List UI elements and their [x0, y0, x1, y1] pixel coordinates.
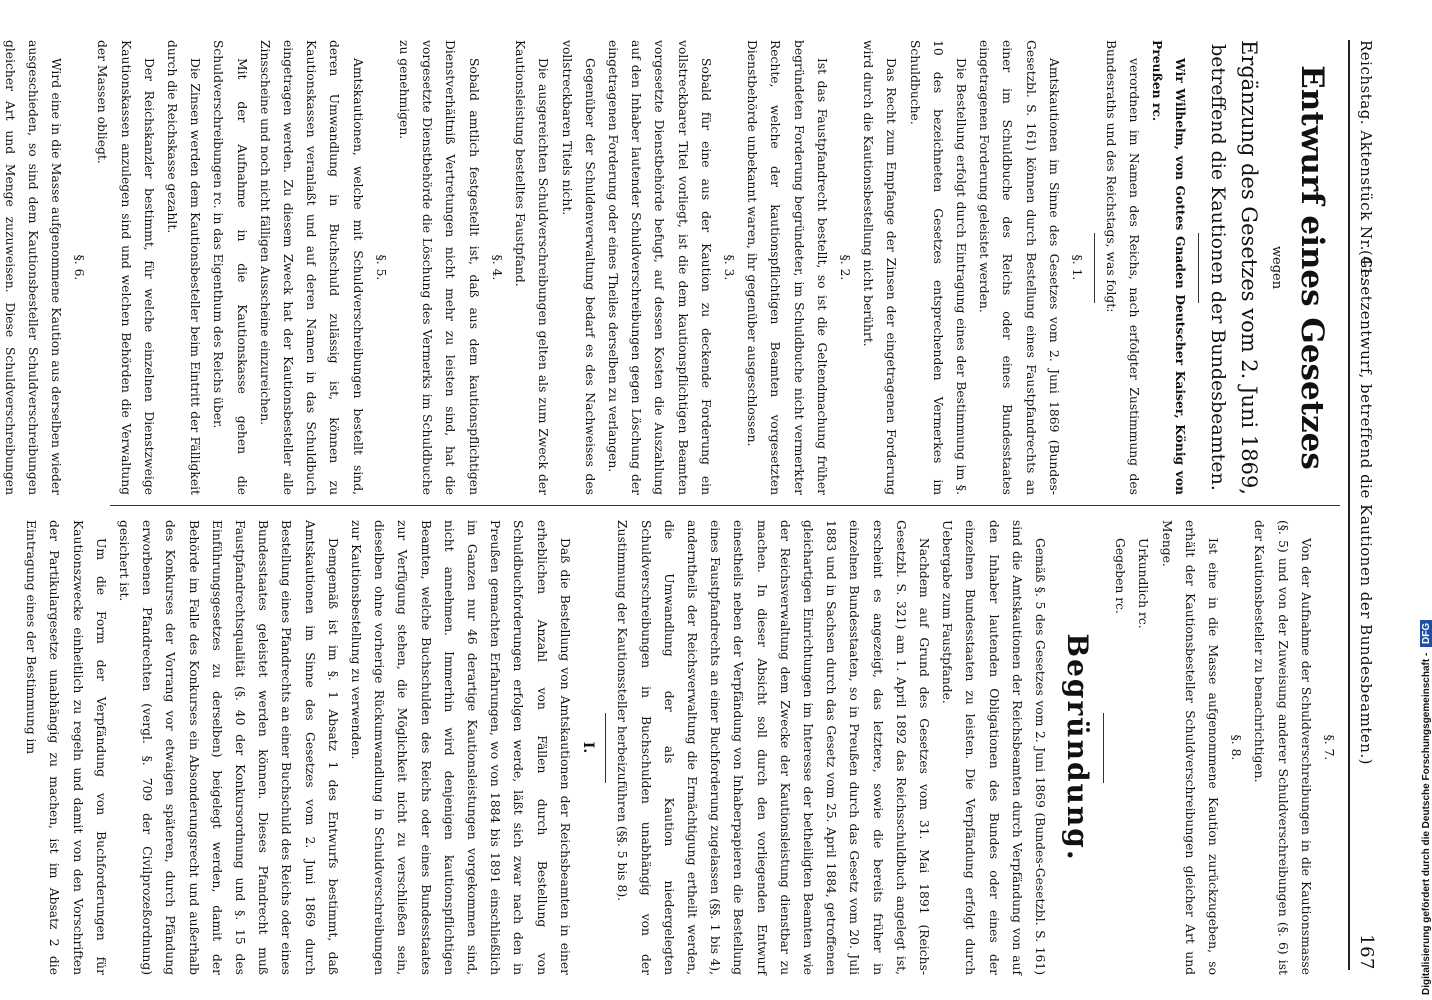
dfg-logo: DFG: [1420, 620, 1432, 647]
paragraph: Gegenüber der Schuldenverwaltung bedarf es des Nachweises des vollstreckbaren Titels nicht.: [559, 40, 597, 495]
paragraph: Demgemäß ist im §. 1 Absatz 1 des Entwurfs bestimmt, daß Amtskautionen im Sinne des Gesetzes vom 2. Juni 1869 durch Bestellung eines Pfandrechts an einer Buchschuld des Reichs oder eines Bundesstaates geleistet werden können. Dieses Pfandrecht muß Faustpfandrechtsqualität (§. 40 der Konkursordnung und §. 15 des Einführungsgesetzes zu derselben) beigelegt werden, damit der Behörde im Falle des Konkurses ein Absonderungsrecht und außerhalb des Konkurses der Vorrang vor etwaigen späteren, durch Pfändung erworbenen Pfandrechten (vergl. §. 709 der Civilprozeßordnung) gesichert ist.: [117, 520, 340, 975]
paragraph: Die Zinsen werden dem Kautionsbesteller beim Eintritt der Fälligkeit durch die Reichskasse gezahlt.: [165, 40, 203, 495]
begruendung-heading: Begründung.: [1060, 633, 1094, 862]
paragraph: Der Reichskanzler bestimmt, für welche einzelnen Dienstzweige Kautionskassen anzulegen sind und welchen Behörden die Verwaltung der Massen obliegt.: [95, 40, 156, 495]
section-number: §. 6.: [72, 254, 87, 281]
closing-line: Urkundlich rc.: [1136, 538, 1151, 629]
part-number: I.: [580, 741, 597, 754]
header-rule: [1348, 40, 1350, 970]
paragraph: Die Bestellung erfolgt durch Eintragung eines der Bestimmung im §. 10 des bezeichneten Gesetzes entsprechenden Vermerkes im Schuldbuche.: [907, 40, 968, 495]
paragraph: Ist das Faustpfandrecht bestellt, so ist die Geltendmachung früher begründeten Forderung begründeter, im Schuldbuche nicht vermerkter Rechte, welche der kautionspflichtigen Beamten vorgesetzten Dienstbehörde unbekannt waren, ihr gegenüber ausgeschlossen.: [745, 40, 829, 495]
section-number: §. 7.: [1322, 734, 1336, 761]
paragraph: Sobald für eine aus der Kaution zu deckende Forderung ein vollstreckbarer Titel vorliegt, ist die dem kautionspflichtigen Beamten vorgesetzte Dienstbehörde befugt, auf dessen Kosten die Auszahlung auf den Inhaber lautender Schuldverschreibungen gegen Löschung der eingetragenen Forderung oder eines Theiles derselben zu verlangen.: [605, 40, 713, 495]
paragraph: Amtskautionen im Sinne des Gesetzes vom 2. Juni 1869 (Bundes-Gesetzbl. S. 161) können durch Bestellung eines Faustpfandrechts an einer im Schuldbuche des Reichs oder eines Bundesstaates eingetragenen Forderung geleistet werden.: [977, 40, 1061, 495]
paragraph: Die ausgereichten Schuldverschreibungen gelten als zum Zweck der Kautionsleistung bestelltes Faustpfand.: [513, 40, 551, 495]
document-title: Entwurf eines Gesetzes: [1294, 65, 1330, 470]
title-wegen: wegen: [1269, 245, 1284, 290]
digitization-note: [1420, 620, 1432, 995]
paragraph: Daß die Bestellung von Amtskautionen der Reichsbeamten in einer erheblichen Anzahl von Fällen durch Bestellung von Schuldbuchforderungen erfolgen werde, läßt sich zwar nach den in Preußen gemachten Erfahrungen, wo von 1884 bis 1891 einschließlich im Ganzen nur 46 derartige Kautionsleistungen vorgekommen sind, nicht annehmen. Immerhin wird denjenigen kautionspflichtigen Beamten, welche Buchschulden des Reichs oder eines Bundesstaates zur Verfügung stehen, die Möglichkeit nicht zu verschließen sein, dieselben ohne vorherige Rückumwandlung in Schuldverschreibungen zur Kautionsbestellung zu verwenden.: [349, 520, 572, 975]
section-number: §. 3.: [721, 254, 736, 281]
preamble-1: Wir Wilhelm, von Gottes Gnaden Deutscher Kaiser, König von Preußen rc.: [1149, 40, 1188, 495]
paragraph: Um die Form der Verpfändung von Buchforderungen für Kautionszwecke einheitlich zu regeln und damit von den Vorschriften der Partikulargesetze unabhängig zu machen, ist im Absatz 2 die Eintragung eines der Bestimmung im: [24, 520, 108, 975]
paragraph: Nachdem auf Grund des Gesetzes vom 31. Mai 1891 (Reichs-Gesetzbl. S. 321) am 1. April 1892 das Reichsschuldbuch angelegt ist, erscheint es angezeigt, das letztere, sowie die bereits früher in einzelnen Bundesstaaten, so in Preußen durch das Gesetz vom 20. Juli 1883 und in Sachsen durch das Gesetz vom 25. April 1884, getroffenen gleichartigen Einrichtungen im Interesse der betheiligten Beamten wie der Reichsverwaltung dem Zwecke der Kautionsleistung dienstbar zu machen. In dieser Absicht soll durch den vorliegenden Entwurf einestheils neben der Verpfändung von Inhaberpapieren die Bestellung eines Faustpfandrechts an einer Buchforderung zugelassen (§§. 1 bis 4), anderntheils der Reichsverwaltung die Ermächtigung ertheilt werden, die Umwandlung der als Kaution niedergelegten Schuldverschreibungen in Buchschulden unabhängig von der Zustimmung der Kautionssteller herbeizuführen (§§. 5 bis 8).: [615, 520, 931, 975]
paragraph: Von der Aufnahme der Schuldverschreibungen in die Kautionsmasse (§. 5) und von der Zuweisung anderer Schuldverschreibungen (§. 6) ist der Kautionsbesteller zu benachrichtigen.: [1252, 520, 1313, 975]
section-number: §. 5.: [373, 254, 388, 281]
right-column: [19, 520, 1340, 975]
paragraph: Wird eine in die Masse aufgenommene Kaution aus derselben wieder ausgeschieden, so sind dem Kautionsbesteller Schuldverschreibungen gleicher Art und Menge zuzuweisen. Diese Schuldverschreibungen: [2, 40, 64, 495]
title-rule: [1198, 233, 1199, 303]
paragraph: Sobald amtlich festgestellt ist, daß aus dem kautionspflichtigen Dienstverhältniß Vertretungen nicht mehr zu leisten sind, hat die vorgesetzte Dienstbehörde die Löschung des Vermerks im Schuldbuche zu genehmigen.: [397, 40, 481, 495]
page-number: 167: [1356, 934, 1377, 970]
paragraph: Ist eine in die Masse aufgenommene Kaution zurückzugeben, so erhält der Kautionsbesteller Schuldverschreibungen gleicher Art und Menge.: [1159, 520, 1220, 975]
title-line-1: Ergänzung des Gesetzes vom 2. Juni 1869,: [1236, 40, 1261, 495]
closing-line: Gegeben rc.: [1113, 538, 1128, 614]
closing-rule: [1103, 713, 1104, 783]
paragraph: Mit der Aufnahme in die Kautionskasse gehen die Schuldverschreibungen rc. in das Eigenthum des Reichs über.: [211, 40, 249, 495]
paragraph: Amtskautionen, welche mit Schuldverschreibungen bestellt sind, deren Umwandlung in Buchschuld zulässig ist, können zu Kautionskassen veranlaßt und auf deren Namen in das Schuldbuch eingetragen werden. Zu diesem Zweck hat der Kautionsbesteller alle Zinsscheine und noch nicht fälligen Ausscheine einzureichen.: [257, 40, 365, 495]
paragraph: Gemäß §. 5 des Gesetzes vom 2. Juni 1869 (Bundes-Gesetzbl. S. 161) sind die Amtskautionen der Reichsbeamten durch Verpfändung von auf den Inhaber lautenden Obligationen des Bundes oder eines der einzelnen Bundesstaaten zu leisten. Die Verpfändung erfolgt durch Uebergabe zum Faustpfande.: [940, 520, 1047, 975]
header-left: Reichstag. Aktenstück Nr. 41.: [1357, 40, 1375, 282]
section-number: §. 4.: [489, 254, 504, 281]
header-middle: (Gesetzentwurf, betreffend die Kautionen der Bundesbeamten.): [1357, 250, 1375, 766]
preamble-rule: [1094, 233, 1095, 303]
section-number: §. 8.: [1229, 734, 1244, 761]
preamble-2: verordnen im Namen des Reichs, nach erfolgter Zustimmung des Bundesraths und des Reichstags, was folgt:: [1104, 40, 1142, 495]
part-rule: [605, 713, 606, 783]
running-header: [1351, 40, 1377, 970]
title-line-2: betreffend die Kautionen der Bundesbeamten.: [1206, 44, 1229, 491]
digitization-text: Digitalisierung gefördert durch die Deutsche Forschungsgemeinschaft -: [1421, 652, 1432, 995]
section-number: §. 1.: [1069, 254, 1084, 281]
column-divider: [110, 505, 1340, 506]
section-number: §. 2.: [837, 254, 852, 281]
paragraph: Das Recht zum Empfange der Zinsen der eingetragenen Forderung wird durch die Kautionsbestellung nicht berührt.: [861, 40, 899, 495]
left-column: [0, 40, 1340, 495]
